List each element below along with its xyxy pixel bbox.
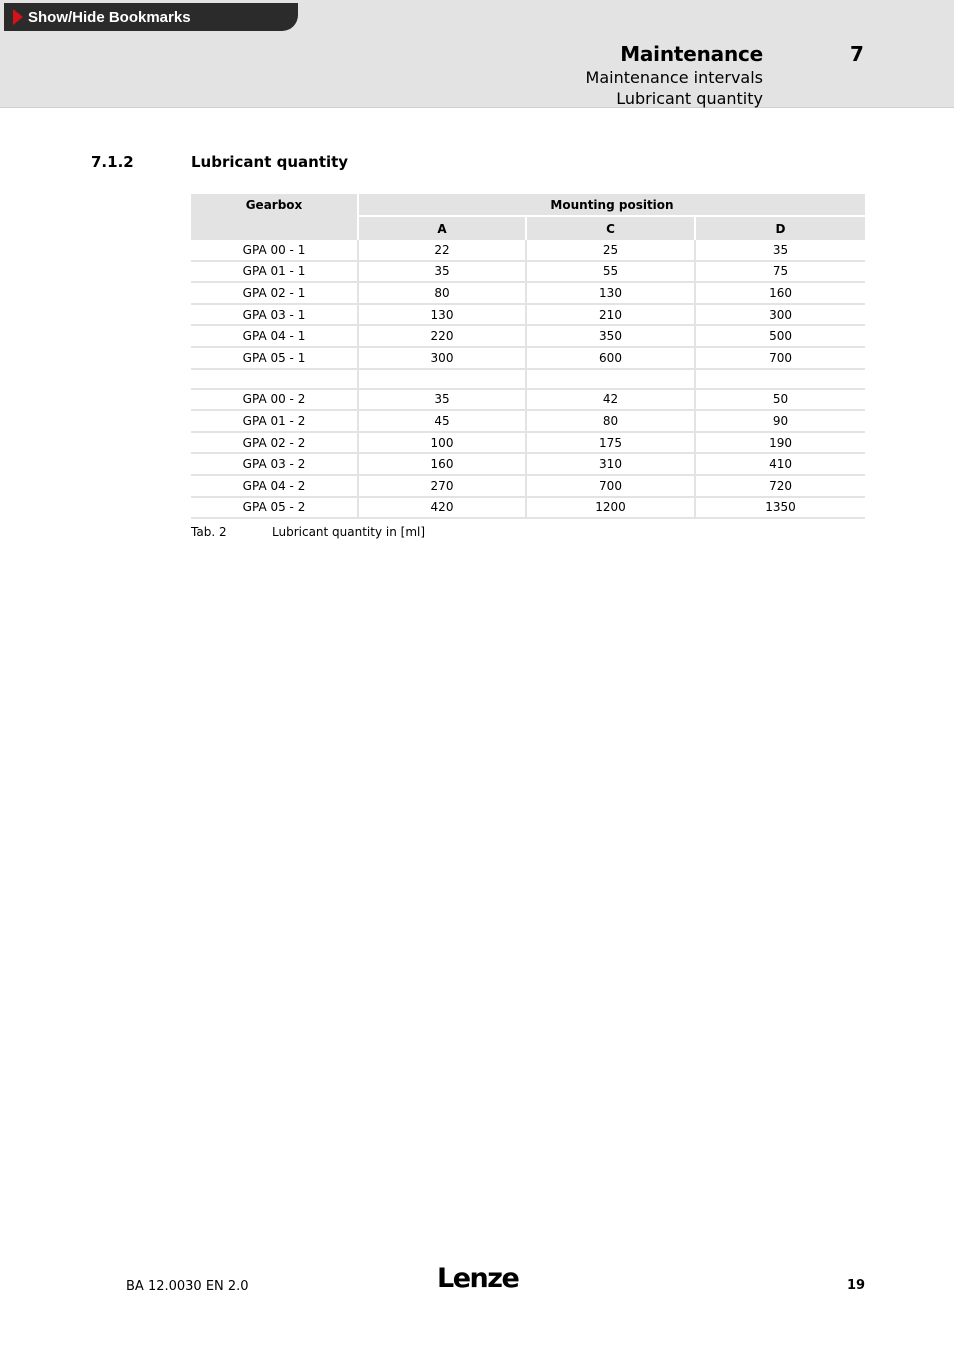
table-row xyxy=(191,476,865,498)
gearbox-cell: GPA 05 - 2 xyxy=(191,498,359,520)
quantity-cell: 42 xyxy=(527,390,696,412)
gearbox-cell: GPA 01 - 2 xyxy=(191,411,359,433)
quantity-cell: 700 xyxy=(696,348,865,370)
col-header-gearbox: Gearbox xyxy=(191,194,359,240)
quantity-cell xyxy=(527,370,696,390)
quantity-cell: 100 xyxy=(359,433,527,455)
gearbox-cell: GPA 02 - 2 xyxy=(191,433,359,455)
col-header-a: A xyxy=(359,217,527,240)
table-row xyxy=(191,326,865,348)
page-header xyxy=(0,0,954,108)
quantity-cell: 35 xyxy=(359,390,527,412)
table-caption-text: Lubricant quantity in [ml] xyxy=(272,525,426,539)
quantity-cell: 75 xyxy=(696,262,865,284)
quantity-cell: 35 xyxy=(696,240,865,262)
table-row xyxy=(191,433,865,455)
gearbox-cell xyxy=(191,370,359,390)
show-hide-bookmarks-button[interactable] xyxy=(4,3,298,31)
table-row xyxy=(191,370,865,390)
quantity-cell: 350 xyxy=(527,326,696,348)
quantity-cell: 600 xyxy=(527,348,696,370)
quantity-cell: 310 xyxy=(527,454,696,476)
table-row xyxy=(191,283,865,305)
quantity-cell: 270 xyxy=(359,476,527,498)
quantity-cell xyxy=(359,370,527,390)
gearbox-cell: GPA 04 - 1 xyxy=(191,326,359,348)
gearbox-cell: GPA 01 - 1 xyxy=(191,262,359,284)
quantity-cell: 210 xyxy=(527,305,696,327)
table-row xyxy=(191,498,865,520)
gearbox-cell: GPA 04 - 2 xyxy=(191,476,359,498)
quantity-cell: 1350 xyxy=(696,498,865,520)
lenze-logo: Lenze xyxy=(437,1263,519,1294)
quantity-cell: 720 xyxy=(696,476,865,498)
quantity-cell: 80 xyxy=(359,283,527,305)
col-header-c: C xyxy=(527,217,696,240)
lubricant-table xyxy=(191,194,865,519)
table-row xyxy=(191,348,865,370)
chapter-title: Maintenance xyxy=(620,42,763,66)
quantity-cell: 80 xyxy=(527,411,696,433)
bookmarks-label: Show/Hide Bookmarks xyxy=(28,8,191,26)
section-number: 7.1.2 xyxy=(91,153,134,171)
quantity-cell: 45 xyxy=(359,411,527,433)
quantity-cell: 22 xyxy=(359,240,527,262)
table-row xyxy=(191,411,865,433)
quantity-cell: 25 xyxy=(527,240,696,262)
quantity-cell: 700 xyxy=(527,476,696,498)
triangle-right-icon xyxy=(13,9,23,25)
gearbox-cell: GPA 03 - 1 xyxy=(191,305,359,327)
quantity-cell: 55 xyxy=(527,262,696,284)
quantity-cell: 130 xyxy=(359,305,527,327)
section-title: Lubricant quantity xyxy=(191,153,349,171)
table-caption-number: Tab. 2 xyxy=(191,525,227,539)
gearbox-cell: GPA 05 - 1 xyxy=(191,348,359,370)
col-header-d: D xyxy=(696,217,865,240)
gearbox-cell: GPA 00 - 2 xyxy=(191,390,359,412)
table-row xyxy=(191,390,865,412)
quantity-cell: 420 xyxy=(359,498,527,520)
chapter-number: 7 xyxy=(850,42,864,66)
quantity-cell: 160 xyxy=(696,283,865,305)
quantity-cell: 410 xyxy=(696,454,865,476)
quantity-cell: 220 xyxy=(359,326,527,348)
quantity-cell: 175 xyxy=(527,433,696,455)
quantity-cell xyxy=(696,370,865,390)
quantity-cell: 500 xyxy=(696,326,865,348)
quantity-cell: 300 xyxy=(696,305,865,327)
quantity-cell: 50 xyxy=(696,390,865,412)
table-row xyxy=(191,262,865,284)
gearbox-cell: GPA 02 - 1 xyxy=(191,283,359,305)
quantity-cell: 90 xyxy=(696,411,865,433)
gearbox-cell: GPA 00 - 1 xyxy=(191,240,359,262)
page-number: 19 xyxy=(847,1278,866,1293)
col-header-mounting-position: Mounting position xyxy=(359,194,865,217)
quantity-cell: 190 xyxy=(696,433,865,455)
quantity-cell: 1200 xyxy=(527,498,696,520)
table-row xyxy=(191,240,865,262)
footer-document-id: BA 12.0030 EN 2.0 xyxy=(126,1279,249,1294)
quantity-cell: 160 xyxy=(359,454,527,476)
quantity-cell: 130 xyxy=(527,283,696,305)
gearbox-cell: GPA 03 - 2 xyxy=(191,454,359,476)
header-subtitle-1: Maintenance intervals xyxy=(585,68,763,87)
quantity-cell: 35 xyxy=(359,262,527,284)
table-body xyxy=(191,240,865,519)
table-row xyxy=(191,454,865,476)
quantity-cell: 300 xyxy=(359,348,527,370)
table-row xyxy=(191,305,865,327)
header-subtitle-2: Lubricant quantity xyxy=(616,89,763,108)
